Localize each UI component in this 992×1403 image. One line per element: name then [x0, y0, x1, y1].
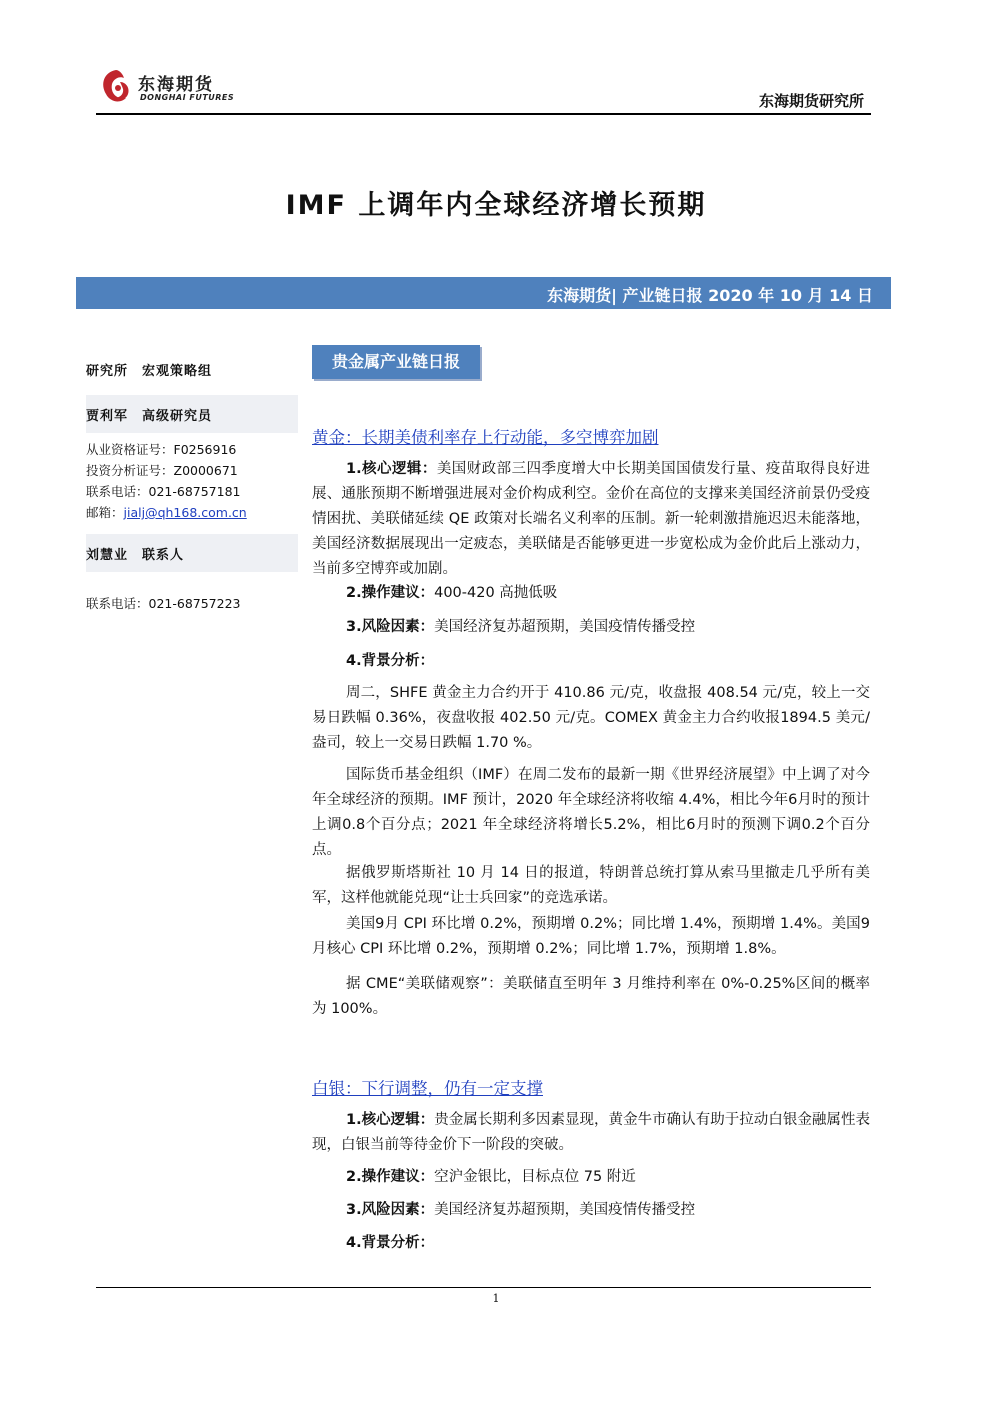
- silver-background-label: 4.背景分析：: [346, 1235, 435, 1251]
- gold-logic-text: 美国财政部三四季度增大中长期美国国债发行量、疫苗取得良好进展、通胀预期不断增强进展对金价构成利空。金价在高位的支撑来美国经济前景仍受疫情困扰、美联储延续 QE 政策对长端名义利率的压制。新一轮刺激措施迟迟未能落地，美国经济数据展现出一定疲态，美联储是否能够更进一步宽松成为金价此后上涨动力，当前多空博弈或加剧。: [312, 461, 871, 577]
- header-divider: [96, 113, 871, 115]
- analyst-phone: 联系电话：021-68757181: [86, 484, 241, 499]
- footer-divider: [96, 1287, 871, 1288]
- gold-bg-para-4: 美国9月 CPI 环比增 0.2%，预期增 0.2%；同比增 1.4%，预期增 1.4%。美国9月核心 CPI 环比增 0.2%，预期增 0.2%；同比增 1.7%，预期增 1.8%。: [312, 916, 870, 957]
- gold-core-logic: [312, 457, 870, 582]
- gold-risk-label: 3.风险因素：: [346, 619, 435, 635]
- section-tag: 贵金属产业链日报: [312, 345, 480, 379]
- silver-op-text: 空沪金银比，目标点位 75 附近: [434, 1169, 636, 1185]
- company-logo: [96, 66, 236, 110]
- contact-title: 联系人: [142, 548, 185, 563]
- analyst-email-link[interactable]: jialj@qh168.com.cn: [123, 505, 247, 520]
- gold-bg-para-5: 据 CME“美联储观察”：美联储直至明年 3 月维持利率在 0%-0.25%区间的概率为 100%。: [312, 976, 870, 1017]
- report-banner: [76, 277, 891, 309]
- analyst-license: 投资分析证号：Z0000671: [86, 463, 238, 478]
- silver-risk: [312, 1198, 870, 1223]
- analyst-name: 贾利军: [86, 409, 129, 424]
- logo-english-text: DONGHAI FUTURES: [140, 93, 235, 102]
- silver-heading[interactable]: 白银：下行调整，仍有一定支撑: [312, 1079, 543, 1098]
- gold-heading[interactable]: 黄金：长期美债利率存上行动能，多空博弈加剧: [312, 428, 659, 447]
- silver-core-logic: [312, 1108, 870, 1158]
- analyst-qualification: 从业资格证号：F0256916: [86, 442, 237, 457]
- silver-operation: [312, 1165, 870, 1190]
- gold-risk-text: 美国经济复苏超预期，美国疫情传播受控: [434, 619, 696, 635]
- analyst-email-row: [86, 502, 298, 523]
- sidebar-contact: [86, 534, 298, 614]
- silver-logic-text: 贵金属长期利多因素显现，黄金牛市确认有助于拉动白银金融属性表现，白银当前等待金价下一阶段的突破。: [312, 1112, 870, 1153]
- gold-op-text: 400-420 高抛低吸: [434, 585, 558, 601]
- logo-emblem-icon: [96, 66, 136, 110]
- gold-bg-para-2: 国际货币基金组织（IMF）在周二发布的最新一期《世界经济展望》中上调了对今年全球经济的预期。IMF 预计，2020 年全球经济将收缩 4.4%，相比今年6月时的预计上调0.8个百分点；2021 年全球经济将增长5.2%，相比6月时的预测下调0.2个百分点。: [312, 767, 870, 858]
- gold-op-label: 2.操作建议：: [346, 585, 435, 601]
- sidebar-team: 宏观策略组: [142, 364, 213, 379]
- contact-name: 刘慧业: [86, 548, 129, 563]
- banner-text: 东海期货| 产业链日报 2020 年 10 月 14 日: [547, 286, 873, 305]
- gold-logic-label: 1.核心逻辑：: [346, 461, 437, 477]
- document-title: IMF 上调年内全球经济增长预期: [285, 190, 707, 221]
- gold-operation: [312, 581, 870, 606]
- gold-risk: [312, 615, 870, 640]
- institute-name: 东海期货研究所: [758, 92, 864, 110]
- gold-bg-para-1: 周二，SHFE 黄金主力合约开于 410.86 元/克，收盘报 408.54 元/克，较上一交易日跌幅 0.36%，夜盘收报 402.50 元/克。COMEX 黄金主力合约收报1894.5 美元/盎司，较上一交易日跌幅 1.70 %。: [312, 685, 870, 751]
- contact-phone: 联系电话：021-68757223: [86, 596, 241, 611]
- silver-logic-label: 1.核心逻辑：: [346, 1112, 435, 1128]
- sidebar-group-research: [86, 350, 298, 388]
- page-number: 1: [492, 1292, 500, 1305]
- gold-bg-para-3: 据俄罗斯塔斯社 10 月 14 日的报道，特朗普总统打算从索马里撤走几乎所有美军，这样他就能兑现“让士兵回家”的竞选承诺。: [312, 865, 870, 906]
- sidebar-analyst: [86, 395, 298, 523]
- gold-background-label: 4.背景分析：: [346, 653, 435, 669]
- email-label: 邮箱：: [86, 505, 124, 520]
- silver-risk-text: 美国经济复苏超预期，美国疫情传播受控: [434, 1202, 696, 1218]
- analyst-title: 高级研究员: [142, 409, 213, 424]
- silver-risk-label: 3.风险因素：: [346, 1202, 435, 1218]
- silver-op-label: 2.操作建议：: [346, 1169, 435, 1185]
- logo-chinese-text: 东海期货: [138, 75, 214, 95]
- sidebar-org: 研究所: [86, 364, 129, 379]
